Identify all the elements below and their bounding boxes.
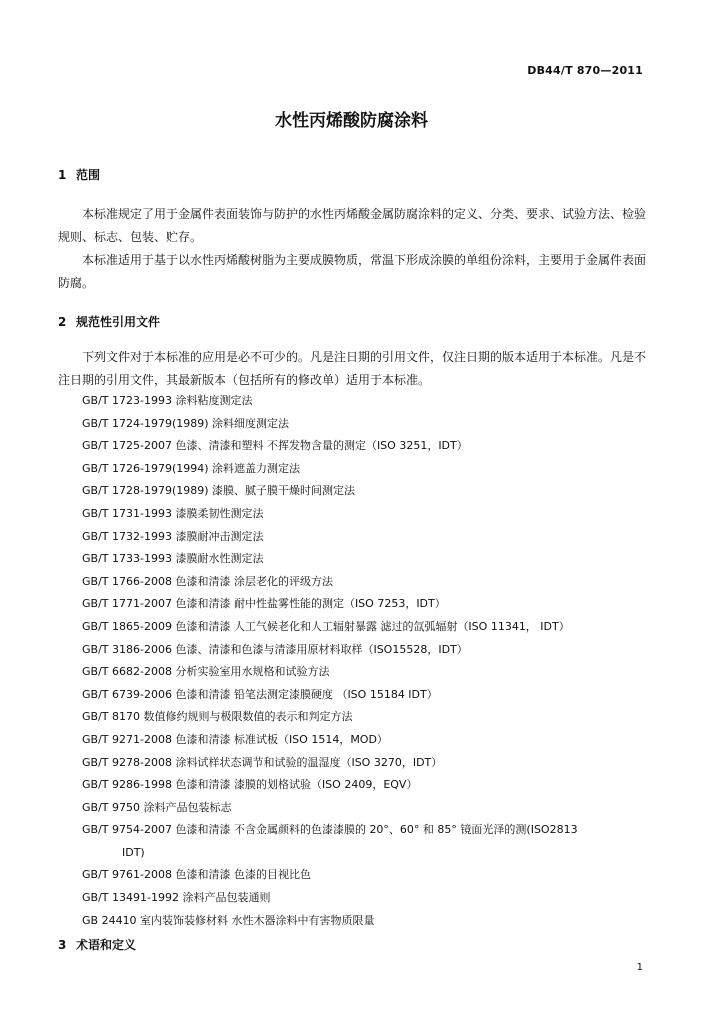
- reference-item: GB/T 1771-2007 色漆和清漆 耐中性盐雾性能的测定（ISO 7253，IDT）: [82, 597, 446, 611]
- reference-item: GB/T 1865-2009 色漆和清漆 人工气候老化和人工辐射暴露 滤过的氙弧辐射（ISO 11341， IDT）: [82, 619, 570, 633]
- reference-item: GB/T 1728-1979(1989) 漆膜、腻子膜干燥时间测定法: [82, 484, 356, 498]
- reference-continuation: IDT): [122, 845, 145, 859]
- section-number: 1: [58, 168, 67, 182]
- section-title: 规范性引用文件: [76, 315, 161, 329]
- reference-item: GB/T 3186-2006 色漆、清漆和色漆与清漆用原材料取样（ISO15528，IDT）: [82, 642, 468, 656]
- reference-item: GB/T 1726-1979(1994) 涂料遮盖力测定法: [82, 461, 301, 475]
- section-title: 范围: [76, 168, 101, 182]
- reference-item: GB/T 9286-1998 色漆和清漆 漆膜的划格试验（ISO 2409，EQV）: [82, 778, 418, 792]
- section-heading-3: [58, 936, 136, 953]
- reference-item: GB/T 9278-2008 涂料试样状态调节和试验的温湿度（ISO 3270，IDT）: [82, 755, 443, 769]
- reference-item: GB/T 6739-2006 色漆和清漆 铅笔法测定漆膜硬度 （ISO 15184 IDT）: [82, 687, 438, 701]
- reference-item: GB/T 8170 数值修约规则与极限数值的表示和判定方法: [82, 710, 353, 724]
- section-heading-1: [58, 166, 100, 183]
- reference-item: GB/T 6682-2008 分析实验室用水规格和试验方法: [82, 665, 330, 679]
- page-number: 1: [636, 962, 643, 973]
- section-title: 术语和定义: [76, 938, 137, 952]
- reference-item: GB/T 1732-1993 漆膜耐冲击测定法: [82, 529, 264, 543]
- document-number: DB44/T 870—2011: [527, 64, 643, 77]
- reference-item: GB/T 1723-1993 涂料粘度测定法: [82, 394, 253, 407]
- document-title: 水性丙烯酸防腐涂料: [275, 111, 428, 131]
- reference-item: GB/T 1766-2008 色漆和清漆 涂层老化的评级方法: [82, 574, 333, 588]
- reference-item: [82, 819, 648, 864]
- reference-text: GB/T 9754-2007 色漆和清漆 不含金属颜料的色漆漆膜的 20°、60° 和 85° 镜面光泽的测(ISO2813: [82, 823, 578, 837]
- reference-item: GB/T 1733-1993 漆膜耐水性测定法: [82, 552, 264, 566]
- scope-paragraph-1: 本标准规定了用于金属件表面装饰与防护的水性丙烯酸金属防腐涂料的定义、分类、要求、试验方法、检验规则、标志、包装、贮存。: [58, 207, 647, 244]
- reference-item: GB/T 9761-2008 色漆和清漆 色漆的目视比色: [82, 868, 311, 882]
- reference-item: GB 24410 室内装饰装修材料 水性木器涂料中有害物质限量: [82, 913, 375, 927]
- reference-item: GB/T 9750 涂料产品包装标志: [82, 800, 232, 814]
- section-number: 3: [58, 938, 67, 952]
- reference-item: GB/T 1725-2007 色漆、清漆和塑料 不挥发物含量的测定（ISO 3251，IDT）: [82, 439, 468, 453]
- reference-list: [82, 390, 648, 932]
- section-heading-2: [58, 313, 160, 330]
- normative-intro-paragraph: 下列文件对于本标准的应用是必不可少的。凡是注日期的引用文件，仅注日期的版本适用于本标准。凡是不注日期的引用文件，其最新版本（包括所有的修改单）适用于本标准。: [58, 350, 647, 387]
- reference-item: GB/T 9271-2008 色漆和清漆 标准试板（ISO 1514，MOD）: [82, 732, 388, 746]
- reference-item: GB/T 13491-1992 涂料产品包装通则: [82, 891, 271, 905]
- section-number: 2: [58, 315, 67, 329]
- reference-item: GB/T 1731-1993 漆膜柔韧性测定法: [82, 506, 264, 520]
- reference-item: GB/T 1724-1979(1989) 涂料细度测定法: [82, 416, 290, 430]
- scope-paragraph-2: 本标准适用于基于以水性丙烯酸树脂为主要成膜物质，常温下形成涂膜的单组份涂料，主要用于金属件表面防腐。: [58, 253, 647, 290]
